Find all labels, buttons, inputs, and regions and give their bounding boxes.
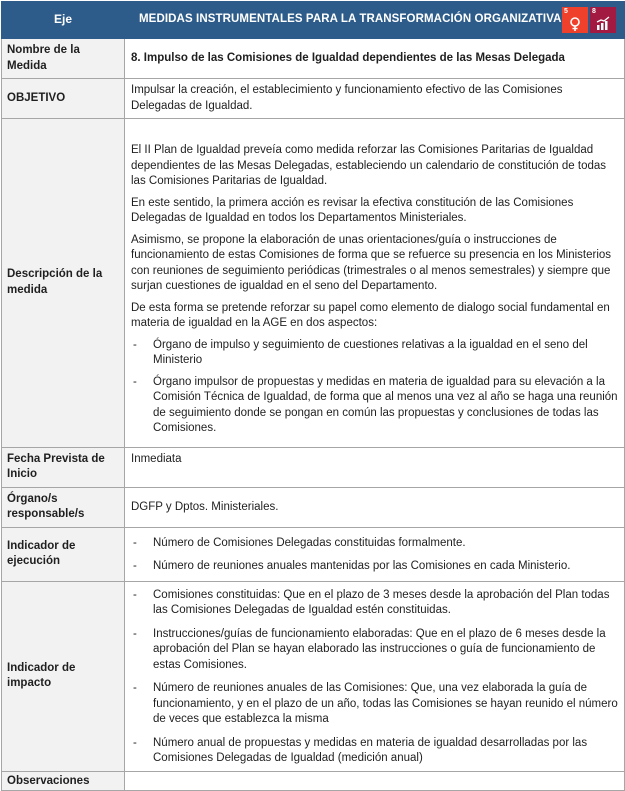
sdg-5-gender-equality-icon: 5: [562, 7, 588, 33]
descripcion-bullets: [131, 338, 618, 437]
row-nombre: [2, 39, 625, 79]
row-observaciones: [2, 771, 625, 791]
label-organo: Órgano/s responsable/s: [2, 487, 125, 527]
label-impacto: Indicador de impacto: [2, 581, 125, 771]
list-item: - Comisiones constituidas: Que en el plazo de 3 meses desde la aprobación del Plan todas las Comisiones Delegadas de Igualdad estén constituidas.: [133, 588, 610, 616]
row-ejecucion: [2, 527, 625, 581]
list-item: - Número de Comisiones Delegadas constituidas formalmente.: [133, 536, 466, 549]
value-nombre: 8. Impulso de las Comisiones de Igualdad dependientes de las Mesas Delegada: [125, 39, 625, 79]
list-item: - Número de reuniones anuales mantenidas por las Comisiones en cada Ministerio.: [133, 560, 571, 572]
row-organo: [2, 487, 625, 527]
label-nombre: Nombre de la Medida: [2, 39, 125, 79]
descripcion-paragraph: El II Plan de Igualdad preveía como medida reforzar las Comisiones Paritarias de Igualdad dependientes de las Mesas Delegadas, estableciendo un calendario de constitución de todas las Comisiones Paritarias de Igualdad.: [131, 144, 607, 187]
impacto-bullets: [131, 588, 618, 767]
list-item: - Número de reuniones anuales de las Comisiones: Que, una vez elaborada la guía de funcionamiento, y en el plazo de un año, todas las Comisiones se hayan reunido el número de veces que establezca la misma: [133, 682, 618, 725]
value-impacto: [125, 581, 625, 771]
label-fecha: Fecha Prevista de Inicio: [2, 447, 125, 487]
row-fecha: [2, 447, 625, 487]
value-fecha: Inmediata: [125, 447, 625, 487]
label-observaciones: Observaciones: [2, 771, 125, 791]
list-item: - Órgano impulsor de propuestas y medidas en materia de igualdad para su elevación a la Comisión Técnica de Igualdad, de forma que al menos una vez al año se haga una reunión de seguimiento donde se pongan en común las propuestas y conclusiones de todas las Comisiones.: [133, 375, 618, 434]
row-impacto: [2, 581, 625, 771]
list-item: - Número anual de propuestas y medidas en materia de igualdad desarrolladas por las Comisiones Delegadas de Igualdad (medición anual): [133, 736, 588, 764]
value-ejecucion: [125, 527, 625, 581]
section-header: [125, 2, 625, 39]
section-title: MEDIDAS INSTRUMENTALES PARA LA TRANSFORMACIÓN ORGANIZATIVA: [139, 13, 562, 26]
list-item: - Órgano de impulso y seguimiento de cuestiones relativas a la igualdad en el seno del Ministerio: [133, 338, 588, 366]
label-descripcion: Descripción de la medida: [2, 119, 125, 448]
label-objetivo: OBJETIVO: [2, 79, 125, 119]
measure-table: [1, 1, 625, 791]
value-organo: DGFP y Dptos. Ministeriales.: [125, 487, 625, 527]
descripcion-paragraph: Asimismo, se propone la elaboración de unas orientaciones/guía o instrucciones de funcionamiento de estas Comisiones de forma que se refuerce su presencia en los Ministerios con reuniones de seguimiento periódicas (trimestrales o al menos semestrales) y siempre que surjan cuestiones de igualdad en el seno del Departamento.: [131, 233, 612, 292]
list-item: - Instrucciones/guías de funcionamiento elaboradas: Que en el plazo de 6 meses desde la aprobación del Plan se hayan elaborado las instrucciones o guía de funcionamiento de estas Comisiones.: [133, 627, 606, 671]
table-header-row: [2, 2, 625, 39]
eje-header: Eje: [2, 2, 125, 39]
sdg-8-economic-growth-icon: 8: [590, 7, 616, 33]
label-ejecucion: Indicador de ejecución: [2, 527, 125, 581]
value-descripcion: [125, 119, 625, 448]
descripcion-paragraph: En este sentido, la primera acción es revisar la efectiva constitución de las Comisiones Delegadas de Igualdad en todos los Departamentos Ministeriales.: [131, 196, 574, 224]
value-objetivo: Impulsar la creación, el establecimiento y funcionamiento efectivo de las Comisiones Delegadas de Igualdad.: [125, 79, 625, 119]
ejecucion-bullets: [131, 536, 618, 575]
row-objetivo: [2, 79, 625, 119]
sdg-icons: [562, 7, 616, 33]
row-descripcion: [2, 119, 625, 448]
gender-equality-icon: [568, 16, 582, 32]
economic-growth-icon: [596, 16, 611, 31]
descripcion-paragraph: De esta forma se pretende reforzar su papel como elemento de dialogo social fundamental en materia de igualdad en la AGE en dos aspectos:: [131, 301, 610, 329]
value-observaciones: [125, 771, 625, 791]
